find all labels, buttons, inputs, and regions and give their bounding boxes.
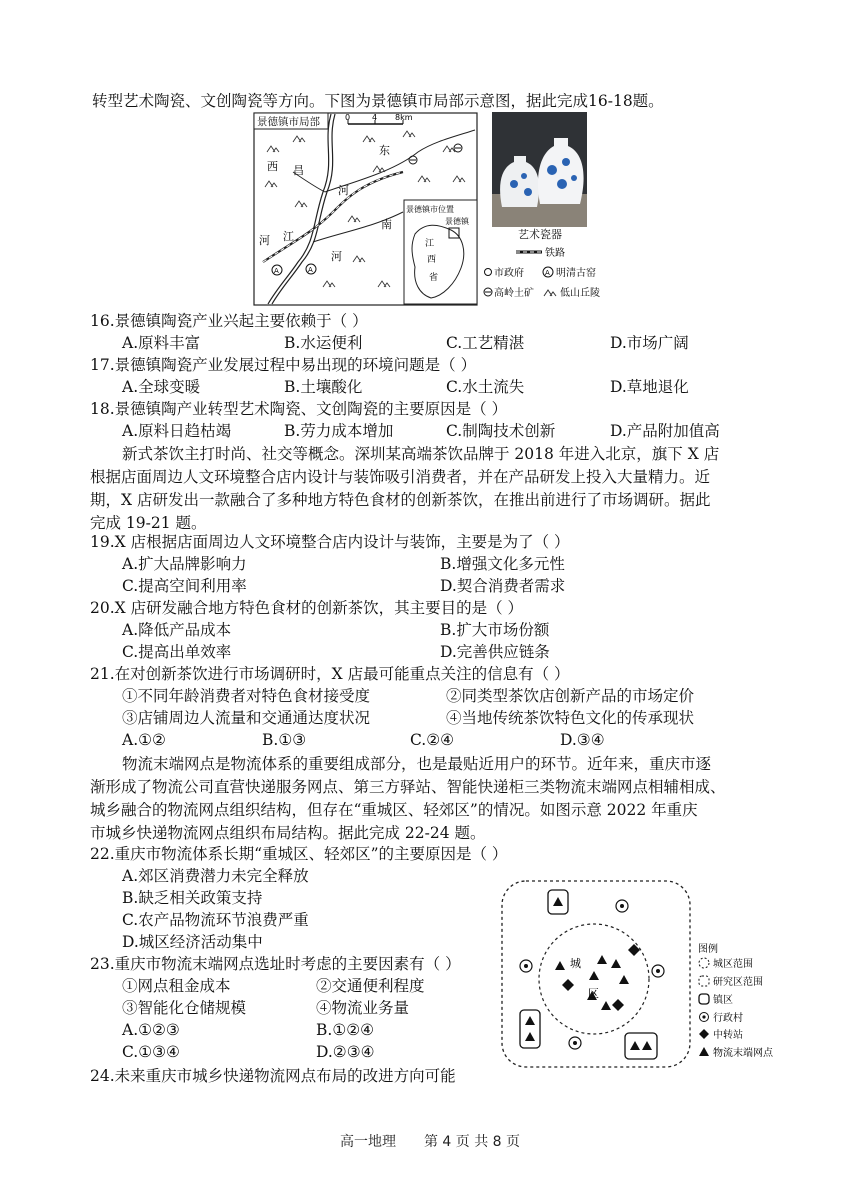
passage2-line2: 根据店面周边人文环境整合店内设计与装饰吸引消费者，并在产品研发上投入大量精力。近: [90, 468, 711, 486]
q16-option-c[interactable]: C.工艺精湛: [446, 334, 525, 352]
legend-kaolin: 高岭土矿: [494, 288, 534, 299]
q21-statement-2: ②同类型茶饮店创新产品的市场定价: [446, 687, 695, 705]
art-porcelain-photo: [492, 112, 587, 227]
q24-stem: 24.未来重庆市城乡快递物流网点布局的改进方向可能: [90, 1067, 456, 1085]
passage2-line1: 新式茶饮主打时尚、社交等概念。深圳某高端茶饮品牌于 2018 年进入北京，旗下 X 店: [122, 445, 720, 463]
legend-city-gov: 市政府: [494, 268, 524, 279]
q16-option-a[interactable]: A.原料丰富: [122, 334, 201, 352]
q23-stem: 23.重庆市物流末端网点选址时考虑的主要因素有（ ）: [90, 955, 461, 973]
q17-option-b[interactable]: B.土壤酸化: [284, 378, 363, 396]
q23-option-a[interactable]: A.①②③: [122, 1021, 180, 1039]
page-footer: 高一地理 第 4 页 共 8 页: [339, 1134, 521, 1150]
inset-sheng: 省: [429, 273, 439, 283]
scale-0: 0: [345, 113, 351, 122]
passage3-line4: 市城乡快递物流网点组织布局结构。据此完成 22-24 题。: [90, 824, 486, 842]
q17-stem: 17.景德镇陶瓷产业发展过程中易出现的环境问题是（ ）: [90, 356, 477, 374]
scale-4: 4: [372, 113, 378, 122]
passage3-line2: 渐形成了物流公司直营快递服务网点、第三方驿站、智能快递柜三类物流末端网点相辅相成、: [90, 778, 726, 796]
logistics-network-diagram: [498, 875, 798, 1075]
q20-option-b[interactable]: B.扩大市场份额: [440, 621, 550, 639]
map-label-he1: 河: [338, 184, 349, 197]
diagram-legend-terminal: 物流末端网点: [713, 1048, 773, 1059]
q23-option-c[interactable]: C.①③④: [122, 1043, 180, 1061]
passage2-line4: 完成 19-21 题。: [90, 514, 207, 532]
q23-option-d[interactable]: D.②③④: [316, 1043, 375, 1061]
q22-option-c[interactable]: C.农产品物流环节浪费严重: [122, 911, 309, 929]
jingdezhen-map: [253, 112, 478, 306]
q16-option-d[interactable]: D.市场广阔: [610, 334, 689, 352]
q20-option-a[interactable]: A.降低产品成本: [122, 621, 232, 639]
q18-option-d[interactable]: D.产品附加值高: [610, 422, 720, 440]
passage2-line3: 期，X 店研发出一款融合了多种地方特色食材的创新茶饮，在推出前进行了市场调研。据此: [90, 491, 711, 509]
legend-hills: 低山丘陵: [560, 288, 600, 299]
q21-stem: 21.在对创新茶饮进行市场调研时，X 店最可能重点关注的信息有（ ）: [90, 665, 570, 683]
map-label-xi: 西: [267, 160, 278, 173]
diagram-city-label-1: 城: [570, 957, 581, 970]
inset-title: 景德镇市位置: [406, 205, 454, 214]
diagram-legend-city: 城区范围: [713, 959, 753, 970]
map-label-he3: 河: [331, 250, 342, 263]
q17-option-a[interactable]: A.全球变暖: [122, 378, 201, 396]
q21-statement-4: ④当地传统茶饮特色文化的传承现状: [446, 709, 695, 727]
q23-statement-4: ④物流业务量: [316, 999, 410, 1017]
inset-jiang: 江: [425, 239, 435, 249]
diagram-legend-town: 镇区: [713, 995, 733, 1006]
q23-option-b[interactable]: B.①②④: [316, 1021, 375, 1039]
q18-option-a[interactable]: A.原料日趋枯竭: [122, 422, 232, 440]
q21-option-d[interactable]: D.③④: [560, 731, 605, 749]
q18-option-b[interactable]: B.劳力成本增加: [284, 422, 394, 440]
q19-stem: 19.X 店根据店面周边人文环境整合店内设计与装饰，主要是为了（ ）: [90, 533, 570, 551]
q23-statement-2: ②交通便利程度: [316, 977, 425, 995]
q20-option-d[interactable]: D.完善供应链条: [440, 643, 550, 661]
q17-option-d[interactable]: D.草地退化: [610, 378, 689, 396]
q19-option-b[interactable]: B.增强文化多元性: [440, 555, 565, 573]
legend-kiln: 明清古窑: [556, 268, 596, 279]
map-label-dong: 东: [379, 144, 390, 157]
map-label-chang: 昌: [293, 164, 304, 177]
q22-stem: 22.重庆市物流体系长期“重城区、轻郊区”的主要原因是（ ）: [90, 845, 508, 863]
q21-statement-3: ③店铺周边人流量和交通通达度状况: [122, 709, 371, 727]
q21-option-c[interactable]: C.②④: [410, 731, 455, 749]
intro-line: 转型艺术陶瓷、文创陶瓷等方向。下图为景德镇市局部示意图，据此完成16-18题。: [92, 92, 664, 110]
q23-statement-1: ①网点租金成本: [122, 977, 231, 995]
scale-8: 8km: [395, 113, 413, 122]
svg-text:A: A: [545, 269, 550, 277]
q21-statement-1: ①不同年龄消费者对特色食材接受度: [122, 687, 371, 705]
q19-option-d[interactable]: D.契合消费者需求: [440, 577, 566, 595]
inset-city: 景德镇: [445, 217, 469, 226]
diagram-legend-transfer: 中转站: [713, 1030, 743, 1041]
q21-option-a[interactable]: A.①②: [122, 731, 166, 749]
diagram-legend-village: 行政村: [713, 1013, 743, 1024]
passage3-line3: 城乡融合的物流网点组织结构，但存在“重城区、轻郊区”的情况。如图示意 2022 年重庆: [90, 801, 698, 819]
q20-option-c[interactable]: C.提高出单效率: [122, 643, 232, 661]
q22-option-b[interactable]: B.缺乏相关政策支持: [122, 889, 263, 907]
q20-stem: 20.X 店研发融合地方特色食材的创新茶饮，其主要目的是（ ）: [90, 599, 524, 617]
inset-xi: 西: [427, 255, 437, 265]
q19-option-c[interactable]: C.提高空间利用率: [122, 577, 247, 595]
q16-stem: 16.景德镇陶瓷产业兴起主要依赖于（ ）: [90, 312, 368, 330]
map-label-jiang: 江: [283, 230, 294, 243]
diagram-legend-title: 图例: [698, 944, 718, 955]
diagram-city-label-2: 区: [588, 987, 599, 1000]
q16-option-b[interactable]: B.水运便利: [284, 334, 363, 352]
svg-text:A: A: [274, 267, 279, 275]
passage3-line1: 物流末端网点是物流体系的重要组成部分，也是最贴近用户的环节。近年来，重庆市逐: [122, 755, 712, 773]
q18-option-c[interactable]: C.制陶技术创新: [446, 422, 556, 440]
q22-option-a[interactable]: A.郊区消费潜力未完全释放: [122, 867, 309, 885]
photo-caption: 艺术瓷器: [518, 228, 562, 241]
q19-option-a[interactable]: A.扩大品牌影响力: [122, 555, 247, 573]
q17-option-c[interactable]: C.水土流失: [446, 378, 525, 396]
map-label-he2: 河: [259, 234, 270, 247]
q21-option-b[interactable]: B.①③: [262, 731, 307, 749]
map-legend: [480, 244, 630, 304]
diagram-legend-study: 研究区范围: [713, 977, 763, 988]
map-title: 景德镇市局部: [257, 116, 320, 128]
q23-statement-3: ③智能化仓储规模: [122, 999, 247, 1017]
map-label-nan: 南: [381, 218, 392, 231]
svg-text:A: A: [308, 266, 313, 274]
legend-railway: 铁路: [545, 248, 565, 259]
q18-stem: 18.景德镇陶产业转型艺术陶瓷、文创陶瓷的主要原因是（ ）: [90, 400, 508, 418]
q22-option-d[interactable]: D.城区经济活动集中: [122, 933, 263, 951]
